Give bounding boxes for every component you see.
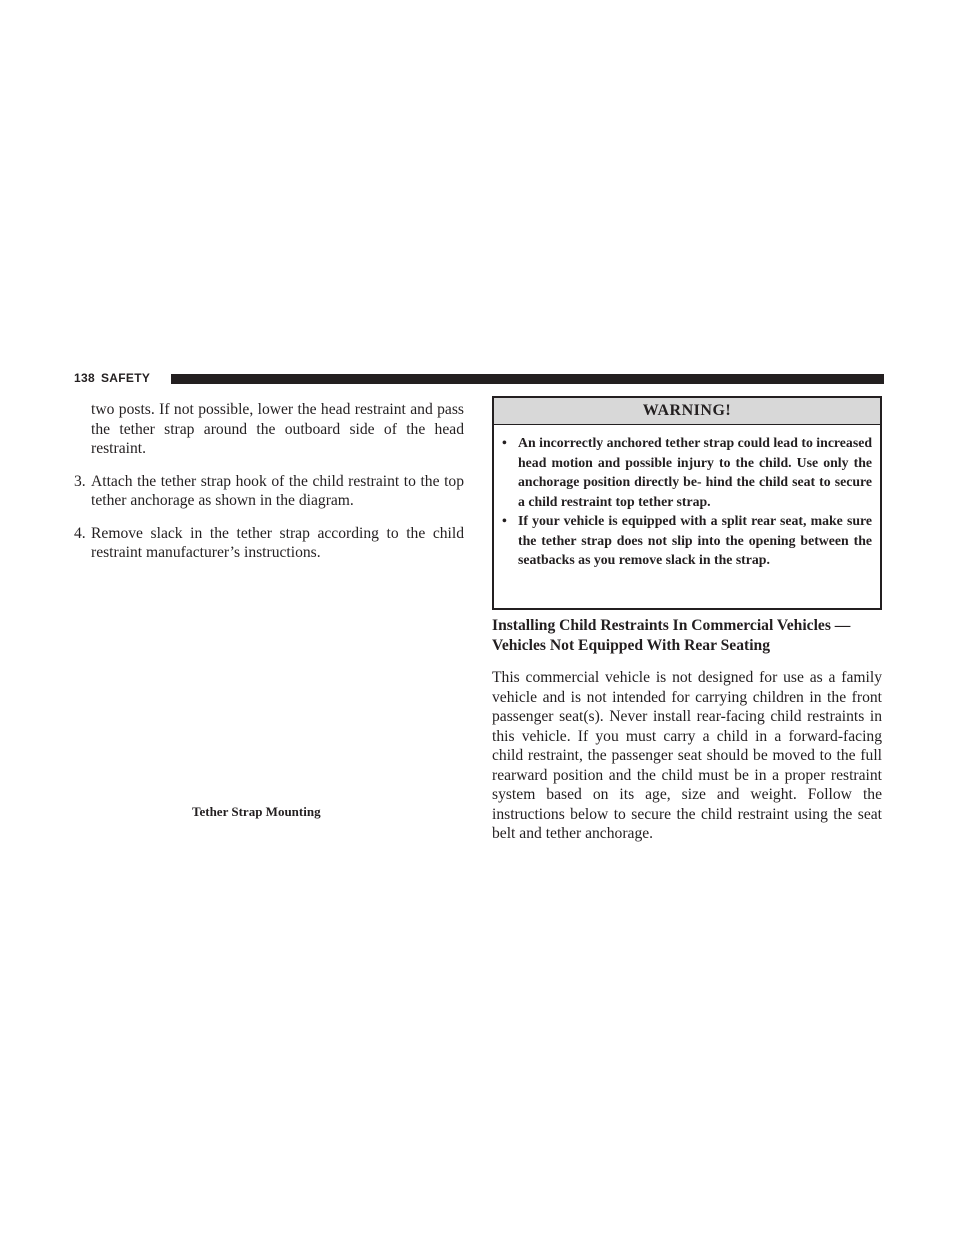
page-header [74,373,884,387]
bullet-icon: • [502,513,507,528]
page-number: 138 [74,371,95,385]
list-item [74,524,464,563]
bullet-icon: • [502,435,507,450]
section-heading: Installing Child Restraints In Commercial Vehicles — Vehicles Not Equipped With Rear Seating [492,617,851,654]
warning-box [492,396,882,610]
step-number: 3. [74,472,86,490]
section-title: SAFETY [101,371,151,385]
bullet-text: If your vehicle is equipped with a split rear seat, make sure the tether strap does not slip into the opening between the seatbacks as you remove slack in the strap. [518,513,872,567]
body-paragraph: This commercial vehicle is not designed for use as a family vehicle and is not intended for carrying children in the front passenger seat(s). Never install rear-facing child restraints in this vehicle. If you must carry a child in a forward-facing child restraint, the passenger seat should be moved to the full rearward position and the child must be in a proper restraint system based on its age, size and weight. Follow the instructions below to secure the child restraint using the seat belt and tether anchorage. [492,669,882,842]
figure-caption: Tether Strap Mounting [192,804,321,819]
warning-title: WARNING! [494,398,880,425]
step-number: 4. [74,524,86,542]
step-text: Attach the tether strap hook of the child restraint to the top tether anchorage as shown in the diagram. [91,472,464,509]
warning-body [494,425,880,570]
bullet-text: An incorrectly anchored tether strap could lead to increased head motion and possible injury to the child. Use only the anchorage position directly be- hind the child seat to secure a child restraint top tether strap. [518,435,872,509]
warning-bullet [502,511,872,570]
warning-bullet [502,433,872,511]
continuation-paragraph: two posts. If not possible, lower the head restraint and pass the tether strap around the outboard side of the head restraint. [91,401,464,457]
header-rule [171,374,884,384]
step-text: Remove slack in the tether strap according to the child restraint manufacturer’s instructions. [91,524,464,561]
list-item [74,472,464,511]
left-column [74,400,464,563]
right-column [492,616,882,844]
